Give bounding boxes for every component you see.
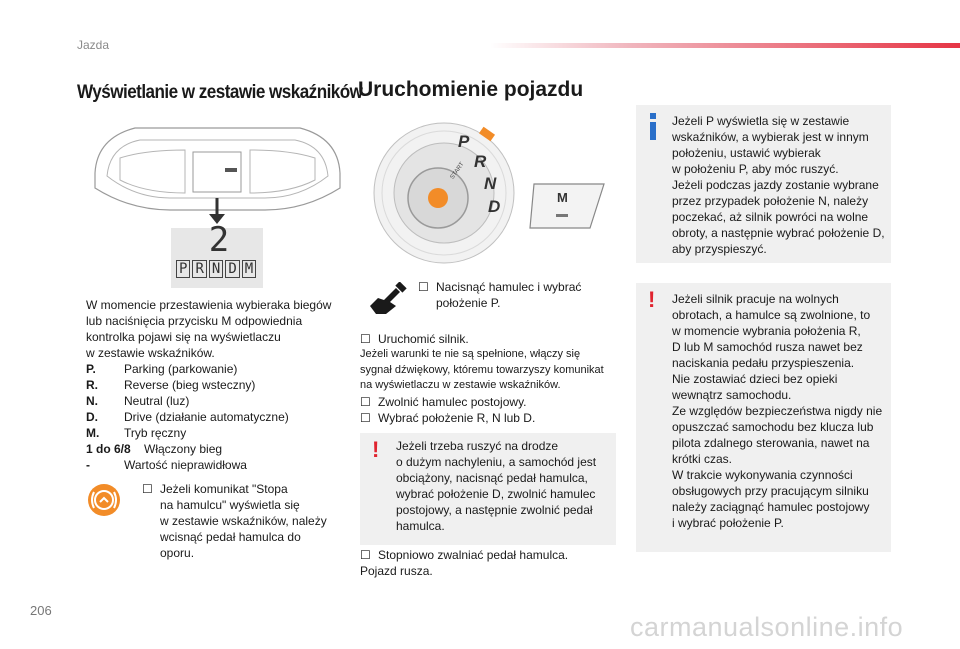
- text-line: i wybrać położenie P.: [672, 516, 784, 530]
- legend-text: Reverse (bieg wsteczny): [124, 378, 256, 392]
- text-line: postojowy, a następnie zwolnić pedał: [396, 503, 593, 517]
- info-box: [636, 105, 891, 263]
- text-line: Stopniowo zwalniać pedał hamulca.: [378, 548, 569, 562]
- text-line: Ze względów bezpieczeństwa nigdy nie: [672, 404, 883, 418]
- legend-text: Drive (działanie automatyczne): [124, 410, 289, 424]
- text-line: aby przyspieszyć.: [672, 242, 767, 256]
- legend-code: -: [86, 458, 90, 472]
- page-number: 206: [30, 603, 52, 618]
- legend-row: [86, 425, 351, 441]
- text-line: pilota zdalnego sterowania, nawet na: [672, 436, 870, 450]
- text-line: [142, 481, 352, 497]
- text-line: lub naciśnięcia przycisku M odpowiednia: [86, 314, 303, 328]
- text-line: obroty, a następnie wybrać położenie D,: [672, 226, 885, 240]
- text-line: w położeniu P, aby móc ruszyć.: [672, 162, 839, 176]
- knob-letter: R: [474, 152, 487, 171]
- middle-title: Uruchomienie pojazdu: [358, 78, 584, 101]
- text-line: wybrać położenie D, zwolnić hamulec: [396, 487, 596, 501]
- step-brake-select-p: [418, 279, 608, 311]
- text-line: [418, 279, 608, 295]
- text-line: Jeżeli silnik pracuje na wolnych: [672, 292, 839, 306]
- warning-exclamation-icon: !: [372, 437, 380, 462]
- legend-row: [86, 409, 351, 425]
- text-line: położeniu, ustawić wybierak: [672, 146, 821, 160]
- text-line: w momencie wybrania położenia R,: [672, 324, 861, 338]
- cluster-gear-display: [176, 220, 262, 282]
- text-line: [360, 547, 616, 563]
- left-title: Wyświetlanie w zestawie wskaźników: [77, 82, 363, 103]
- knob-letter: D: [488, 197, 501, 216]
- display-letter: P: [176, 260, 190, 278]
- text-line: o dużym nachyleniu, a samochód jest: [396, 455, 597, 469]
- text-line: Jeżeli warunki te nie są spełnione, włączy się: [360, 348, 581, 360]
- text-line: należy zaciągnąć hamulec postojowy: [672, 500, 870, 514]
- text-line: Nacisnąć hamulec i wybrać: [436, 280, 582, 294]
- legend-text: Neutral (luz): [124, 394, 190, 408]
- bullet-marker: ☐: [142, 482, 153, 496]
- text-line: krótki czas.: [672, 452, 733, 466]
- legend-code: 1 do 6/8: [86, 442, 131, 456]
- hill-start-warning-box: [360, 433, 616, 545]
- display-letter: M: [242, 260, 256, 278]
- step-release-brake: [360, 547, 616, 579]
- text-line: poczekać, aż silnik powróci na wolne: [672, 210, 869, 224]
- legend-row: [86, 361, 351, 377]
- text-line: obciążony, nacisnąć pedał hamulca,: [396, 471, 588, 485]
- display-gear-digit: 2: [208, 220, 230, 260]
- section-label: Jazda: [77, 38, 110, 52]
- text-line: hamulca.: [396, 519, 445, 533]
- brake-message-note: [142, 481, 352, 561]
- text-line: obrotach, a hamulce są zwolnione, to: [672, 308, 871, 322]
- warning-exclamation-icon: !: [648, 287, 656, 312]
- legend-text: Wartość nieprawidłowa: [124, 458, 247, 472]
- legend-code: N.: [86, 394, 98, 408]
- legend-code: M.: [86, 426, 100, 440]
- legend-row: [86, 441, 351, 457]
- display-letter: N: [209, 260, 223, 278]
- legend-code: P.: [86, 362, 96, 376]
- text-line: w zestawie wskaźników, należy: [160, 514, 327, 528]
- text-line: przez przypadek położenie N, należy: [672, 194, 869, 208]
- text-line: opuszczać samochodu bez klucza lub: [672, 420, 874, 434]
- text-line: Jeżeli podczas jazdy zostanie wybrane: [672, 178, 879, 192]
- knob-letter: P: [458, 132, 470, 151]
- text-line: kontrolka pojawi się na wyświetlaczu: [86, 330, 281, 344]
- m-button-label: M: [557, 190, 568, 205]
- text-line: W trakcie wykonywania czynności: [672, 468, 853, 482]
- text-line: wcisnąć pedał hamulca do: [160, 530, 301, 544]
- manual-mode-button-illustration: [528, 182, 608, 232]
- hand-press-icon: [366, 282, 410, 318]
- brake-pedal-warning-icon: [86, 482, 122, 518]
- start-steps: [360, 331, 620, 426]
- idle-warning-text: [672, 291, 888, 531]
- legend-text: Tryb ręczny: [124, 426, 187, 440]
- text-line: Wybrać położenie R, N lub D.: [378, 410, 536, 425]
- text-line: Zwolnić hamulec postojowy.: [378, 394, 527, 409]
- bullet-marker: ☐: [360, 394, 371, 409]
- gear-legend: [86, 361, 351, 473]
- info-text: [672, 113, 888, 257]
- text-line: Jeżeli P wyświetla się w zestawie: [672, 114, 850, 128]
- text-line: w zestawie wskaźników.: [86, 346, 215, 360]
- text-line: Jeżeli komunikat "Stopa: [160, 482, 288, 496]
- legend-code: R.: [86, 378, 98, 392]
- text-line: wskaźników, a wybierak jest w innym: [672, 130, 869, 144]
- idle-warning-box: [636, 283, 891, 552]
- text-line: sygnał dźwiękowy, któremu towarzyszy komunikat: [360, 363, 604, 376]
- hill-start-text: [396, 438, 612, 534]
- text-line: Nie zostawiać dzieci bez opieki: [672, 372, 838, 386]
- text-line: Pojazd rusza.: [360, 564, 433, 578]
- text-line: na hamulcu" wyświetla się: [160, 498, 300, 512]
- text-line: oporu.: [160, 546, 195, 560]
- bullet-marker: ☐: [360, 332, 371, 346]
- text-line: Jeżeli trzeba ruszyć na drodze: [396, 439, 559, 453]
- text-line: obsługowych przy pracującym silniku: [672, 484, 869, 498]
- info-icon: [648, 113, 656, 140]
- text-line: [360, 331, 620, 347]
- legend-row: [86, 457, 351, 473]
- text-line: Uruchomić silnik.: [378, 332, 469, 346]
- header-rule: [490, 43, 960, 48]
- knob-start-label: START: [449, 161, 466, 181]
- display-letter: R: [192, 260, 206, 278]
- gear-selector-knob-illustration: [372, 118, 522, 268]
- legend-code: D.: [86, 410, 98, 424]
- display-letter: D: [225, 260, 239, 278]
- legend-row: [86, 393, 351, 409]
- bullet-marker: ☐: [360, 410, 371, 425]
- text-line: W momencie przestawienia wybieraka biegów: [86, 298, 332, 312]
- text-line: D lub M samochód rusza nawet bez: [672, 340, 863, 354]
- legend-text: Parking (parkowanie): [124, 362, 238, 376]
- display-prndm-row: [176, 260, 256, 278]
- bullet-marker: ☐: [418, 280, 429, 294]
- text-line: na wyświetlaczu w zestawie wskaźników.: [360, 379, 561, 391]
- bullet-marker: ☐: [360, 548, 371, 562]
- text-line: wewnątrz samochodu.: [672, 388, 792, 402]
- text-line: [360, 410, 620, 426]
- knob-letter: N: [484, 174, 497, 193]
- text-line: [360, 394, 620, 410]
- legend-text: Włączony bieg: [144, 442, 223, 456]
- legend-row: [86, 377, 351, 393]
- watermark: carmanualsonline.info: [630, 612, 904, 642]
- text-line: naciskania pedału przyspieszenia.: [672, 356, 855, 370]
- left-intro-paragraph: [86, 297, 351, 361]
- text-line: położenie P.: [436, 296, 501, 310]
